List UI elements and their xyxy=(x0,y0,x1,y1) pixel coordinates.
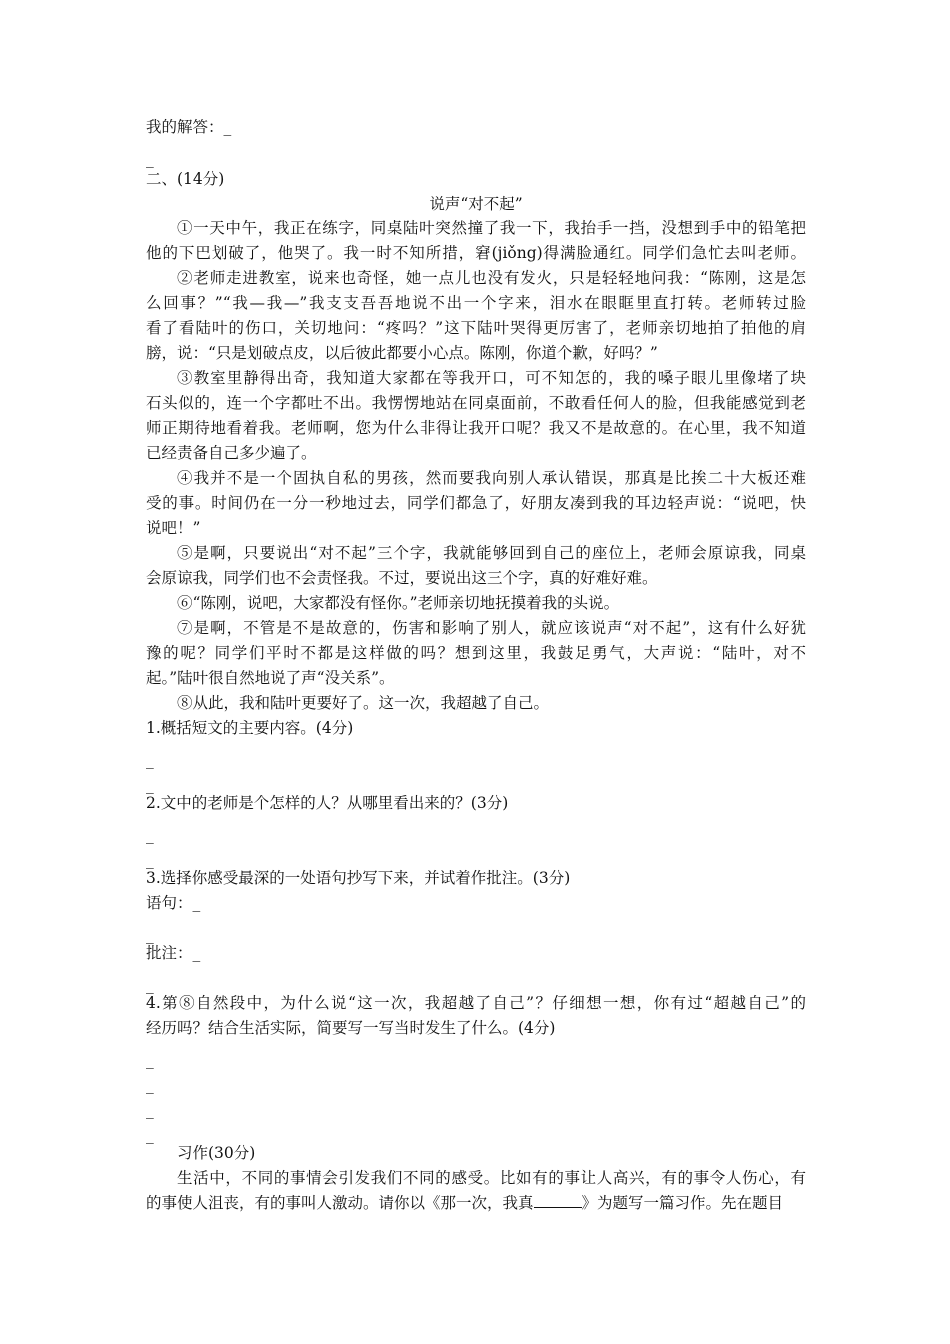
para4-line: 说吧！” xyxy=(146,519,201,537)
answer-blank: _ xyxy=(146,1076,154,1094)
q3-sentence-line: 语句：_ xyxy=(146,894,201,912)
composition-text: 的事使人沮丧，有的事叫人激动。请你以《那一次，我真 xyxy=(146,1194,534,1212)
answer-blank: _ xyxy=(146,1101,154,1119)
para3-line: ③教室里静得出奇，我知道大家都在等我开口，可不知怎的，我的嗓子眼儿里像堵了块 xyxy=(177,369,806,387)
answer-blank: _ xyxy=(146,150,154,168)
answer-blank: _ xyxy=(146,926,154,944)
passage-title: 说声“对不起” xyxy=(429,195,523,213)
question-3: 3.选择你感受最深的一处语句抄写下来，并试着作批注。(3分) xyxy=(146,869,571,887)
q3-note-line: 批注：_ xyxy=(146,944,201,962)
para7-line: ⑦是啊，不管是不是故意的，伤害和影响了别人，就应该说声“对不起”，这有什么好犹 xyxy=(177,619,806,637)
composition-heading: 习作(30分) xyxy=(177,1144,256,1162)
composition-text: 》为题写一篇习作。先在题目 xyxy=(581,1194,784,1212)
para7-line: 豫的呢？同学们平时不都是这样做的吗？想到这里，我鼓足勇气，大声说：“陆叶，对不 xyxy=(146,644,806,662)
title-fill-blank xyxy=(534,1192,582,1208)
question-4-line: 经历吗？结合生活实际，简要写一写当时发生了什么。(4分) xyxy=(146,1019,556,1037)
answer-blank: _ xyxy=(146,976,154,994)
para7-line: 起。”陆叶很自然地说了声“没关系”。 xyxy=(146,669,395,687)
para1-line: 他的下巴划破了，他哭了。我一时不知所措，窘(jiǒng)得满脸通红。同学们急忙去叫老师。 xyxy=(146,244,806,262)
answer-blank: _ xyxy=(146,826,154,844)
question-2: 2.文中的老师是个怎样的人？从哪里看出来的？(3分) xyxy=(146,794,509,812)
para5-line: ⑤是啊，只要说出“对不起”三个字，我就能够回到自己的座位上，老师会原谅我，同桌 xyxy=(177,544,806,562)
answer-blank: _ xyxy=(146,1051,154,1069)
para2-line: 看了看陆叶的伤口，关切地问：“疼吗？”这下陆叶哭得更厉害了，老师亲切地拍了拍他的肩 xyxy=(146,319,806,337)
para1-line: ①一天中午，我正在练字，同桌陆叶突然撞了我一下，我抬手一挡，没想到手中的铅笔把 xyxy=(177,219,806,237)
question-4-line: 4.第⑧自然段中，为什么说“这一次，我超越了自己”？仔细想一想，你有过“超越自己”的 xyxy=(146,994,806,1012)
para3-line: 师正期待地看着我。老师啊，您为什么非得让我开口呢？我又不是故意的。在心里，我不知道 xyxy=(146,419,806,437)
para3-line: 已经责备自己多少遍了。 xyxy=(146,444,317,462)
para4-line: ④我并不是一个固执自私的男孩，然而要我向别人承认错误，那真是比挨二十大板还难 xyxy=(177,469,806,487)
answer-blank: _ xyxy=(146,851,154,869)
para2-line: ②老师走进教室，说来也奇怪，她一点儿也没有发火，只是轻轻地问我：“陈刚，这是怎 xyxy=(177,269,806,287)
composition-line xyxy=(146,1190,806,1216)
para2-line: 么回事？”“我—我—”我支支吾吾地说不出一个字来，泪水在眼眶里直打转。老师转过脸 xyxy=(146,294,806,312)
question-1: 1.概括短文的主要内容。(4分) xyxy=(146,719,354,737)
para3-line: 石头似的，连一个字都吐不出。我愣愣地站在同桌面前，不敢看任何人的脸，但我能感觉到老 xyxy=(146,394,806,412)
answer-blank: _ xyxy=(146,751,154,769)
para6-line: ⑥“陈刚，说吧，大家都没有怪你。”老师亲切地抚摸着我的头说。 xyxy=(177,594,620,612)
answer-blank: _ xyxy=(146,1126,154,1144)
section2-heading: 二、(14分) xyxy=(146,170,225,188)
my-answer-line: 我的解答：_ xyxy=(146,118,232,136)
para5-line: 会原谅我，同学们也不会责怪我。不过，要说出这三个字，真的好难好难。 xyxy=(146,569,658,587)
para4-line: 受的事。时间仍在一分一秒地过去，同学们都急了，好朋友凑到我的耳边轻声说：“说吧，快 xyxy=(146,494,806,512)
answer-blank: _ xyxy=(146,776,154,794)
para8-line: ⑧从此，我和陆叶更要好了。这一次，我超越了自己。 xyxy=(177,694,550,712)
para2-line: 膀，说：“只是划破点皮，以后彼此都要小心点。陈刚，你道个歉，好吗？” xyxy=(146,344,658,362)
composition-line: 生活中，不同的事情会引发我们不同的感受。比如有的事让人高兴，有的事令人伤心，有 xyxy=(177,1169,806,1187)
